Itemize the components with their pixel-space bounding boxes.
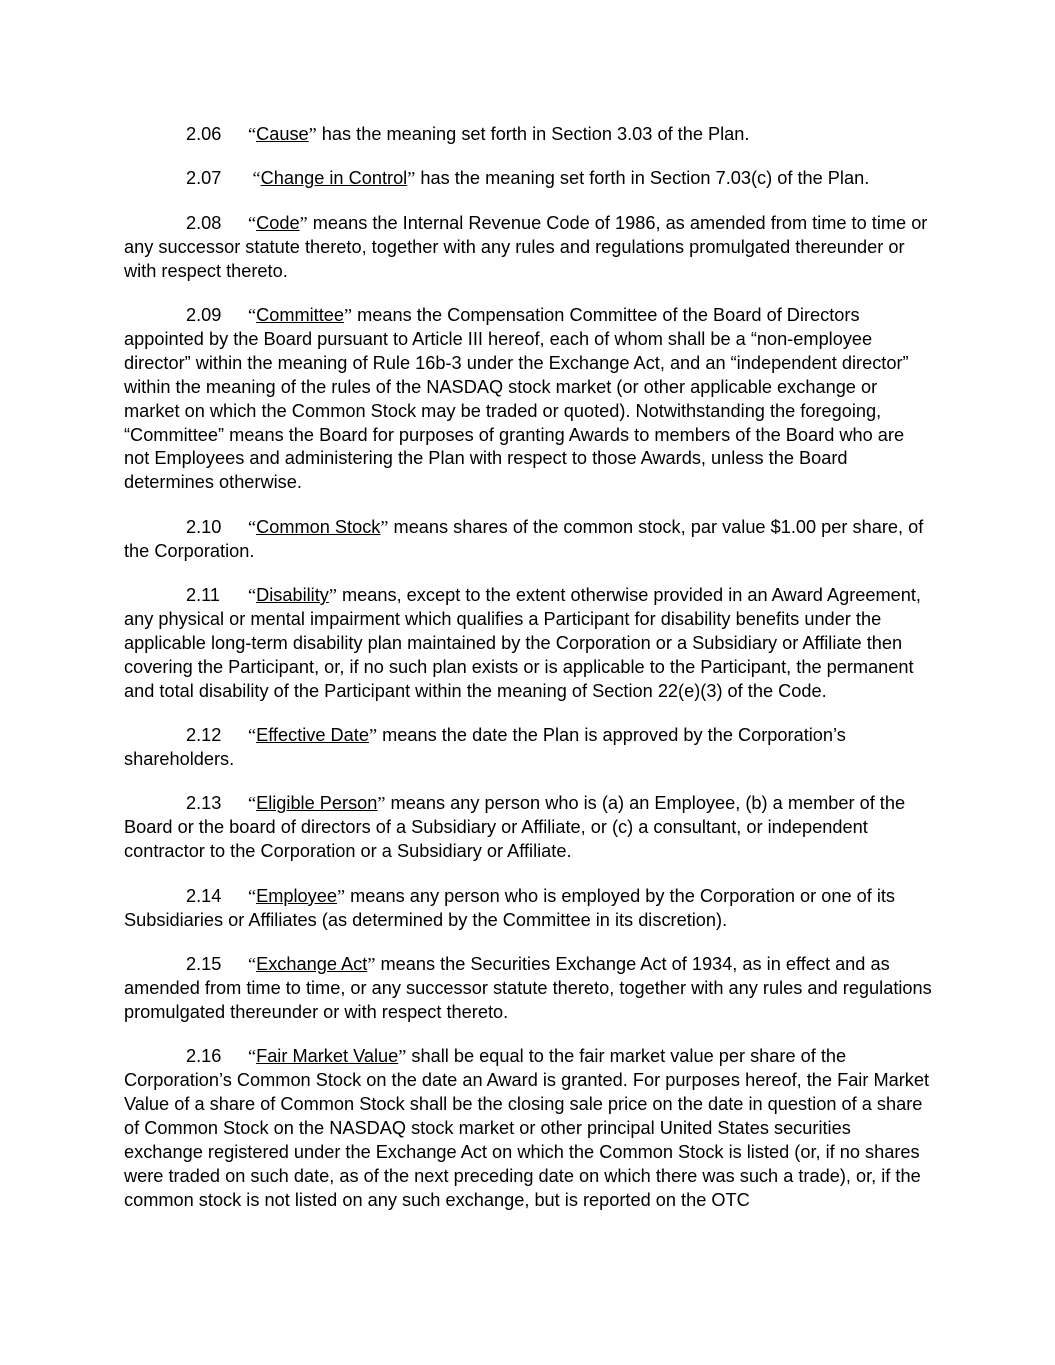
section-number: 2.13 xyxy=(186,793,222,814)
section-number: 2.16 xyxy=(186,1046,222,1067)
section-number: 2.07 xyxy=(186,168,222,189)
defined-term: Disability xyxy=(256,585,329,606)
definition-2-07: 2.07 “Change in Control” has the meaning set forth in Section 7.03(c) of the Plan. xyxy=(124,167,934,191)
defined-term: Fair Market Value xyxy=(256,1046,399,1067)
definition-text: means shares of the common stock, par value $1.00 per share, of the Corporation. xyxy=(124,516,924,561)
definition-2-08: 2.08 “Code” means the Internal Revenue Code of 1986, as amended from time to time or any successor statute thereto, together with any rules and regulations promulgated thereunder or with respect thereto. xyxy=(124,212,928,281)
definition-text: means any person who is (a) an Employee, (b) a member of the Board or the board of directors of a Subsidiary or Affiliate, or (c) a consultant, or independent contractor to the Corporation or a Subsidiary or Affiliate. xyxy=(124,793,906,862)
section-number: 2.12 xyxy=(186,725,222,746)
definition-2-12: 2.12 “Effective Date” means the date the Plan is approved by the Corporation’s shareholders. xyxy=(124,725,846,770)
section-number: 2.10 xyxy=(186,516,222,537)
defined-term: Committee xyxy=(256,305,345,326)
definitions-section xyxy=(124,123,934,1233)
defined-term: Exchange Act xyxy=(256,953,368,974)
section-number: 2.14 xyxy=(186,885,222,906)
defined-term: Effective Date xyxy=(256,725,369,746)
definition-2-09: 2.09 “Committee” means the Compensation Committee of the Board of Directors appointed by the Board pursuant to Article III hereof, each of whom shall be a “non-employee director” within the meaning of Rule 16b-3 under the Exchange Act, and an “independent director” within the meaning of the rules of the NASDAQ stock market (or other applicable exchange or market on which the Common Stock may be traded or quoted). Notwithstanding the foregoing, “Committee” means the Board for purposes of granting Awards to members of the Board who are not Employees and administering the Plan with respect to those Awards, unless the Board determines otherwise. xyxy=(124,305,909,493)
definition-2-14: 2.14 “Employee” means any person who is employed by the Corporation or one of its Subsidiaries or Affiliates (as determined by the Committee in its discretion). xyxy=(124,885,896,930)
definition-2-13: 2.13 “Eligible Person” means any person who is (a) an Employee, (b) a member of the Board or the board of directors of a Subsidiary or Affiliate, or (c) a consultant, or independent contractor to the Corporation or a Subsidiary or Affiliate. xyxy=(124,793,906,862)
definition-2-06: 2.06 “Cause” has the meaning set forth in Section 3.03 of the Plan. xyxy=(124,123,934,147)
definition-text: means any person who is employed by the Corporation or one of its Subsidiaries or Affiliates (as determined by the Committee in its discretion). xyxy=(124,885,896,930)
section-number: 2.15 xyxy=(186,953,222,974)
defined-term: Change in Control xyxy=(260,168,408,189)
section-number: 2.08 xyxy=(186,212,222,233)
defined-term: Cause xyxy=(256,124,309,144)
defined-term: Eligible Person xyxy=(256,793,378,814)
definition-text: means the Securities Exchange Act of 1934, as in effect and as amended from time to time, or any successor statute thereto, together with any rules and regulations promulgated thereunder or with respect thereto. xyxy=(124,953,932,1022)
definition-text: means the date the Plan is approved by the Corporation’s shareholders. xyxy=(124,725,846,770)
definition-text: shall be equal to the fair market value per share of the Corporation’s Common Stock on the date an Award is granted. For purposes hereof, the Fair Market Value of a share of Common Stock shall be the closing sale price on the date in question of a share of Common Stock on the NASDAQ stock market or other principal United States securities exchange registered under the Exchange Act on which the Common Stock is listed (or, if no shares were traded on such date, as of the next preceding date on which there was such a trade), or, if the common stock is not listed on any such exchange, but is reported on the OTC xyxy=(124,1046,930,1210)
definition-text: has the meaning set forth in Section 3.03 of the Plan. xyxy=(316,124,750,144)
definition-2-11: 2.11 “Disability” means, except to the extent otherwise provided in an Award Agreement, any physical or mental impairment which qualifies a Participant for disability benefits under the applicable long-term disability plan maintained by the Corporation or a Subsidiary or Affiliate then covering the Participant, or, if no such plan exists or is applicable to the Participant, the permanent and total disability of the Participant within the meaning of Section 22(e)(3) of the Code. xyxy=(124,585,921,701)
defined-term: Common Stock xyxy=(256,516,381,537)
defined-term: Employee xyxy=(256,885,337,906)
definition-2-10: 2.10 “Common Stock” means shares of the common stock, par value $1.00 per share, of the Corporation. xyxy=(124,516,924,561)
definition-2-15: 2.15 “Exchange Act” means the Securities Exchange Act of 1934, as in effect and as amended from time to time, or any successor statute thereto, together with any rules and regulations promulgated thereunder or with respect thereto. xyxy=(124,953,932,1022)
defined-term: Code xyxy=(256,212,300,233)
definition-text: means, except to the extent otherwise provided in an Award Agreement, any physical or mental impairment which qualifies a Participant for disability benefits under the applicable long-term disability plan maintained by the Corporation or a Subsidiary or Affiliate then covering the Participant, or, if no such plan exists or is applicable to the Participant, the permanent and total disability of the Participant within the meaning of Section 22(e)(3) of the Code. xyxy=(124,585,921,701)
definition-text: means the Internal Revenue Code of 1986, as amended from time to time or any successor statute thereto, together with any rules and regulations promulgated thereunder or with respect thereto. xyxy=(124,212,928,281)
section-number: 2.06 xyxy=(186,124,222,144)
section-number: 2.09 xyxy=(186,305,222,326)
definition-text: has the meaning set forth in Section 7.03(c) of the Plan. xyxy=(415,168,870,189)
section-number: 2.11 xyxy=(186,585,221,606)
definition-2-16: 2.16 “Fair Market Value” shall be equal to the fair market value per share of the Corporation’s Common Stock on the date an Award is granted. For purposes hereof, the Fair Market Value of a share of Common Stock shall be the closing sale price on the date in question of a share of Common Stock on the NASDAQ stock market or other principal United States securities exchange registered under the Exchange Act on which the Common Stock is listed (or, if no shares were traded on such date, as of the next preceding date on which there was such a trade), or, if the common stock is not listed on any such exchange, but is reported on the OTC xyxy=(124,1046,930,1210)
definition-text: means the Compensation Committee of the Board of Directors appointed by the Board pursuant to Article III hereof, each of whom shall be a “non-employee director” within the meaning of Rule 16b-3 under the Exchange Act, and an “independent director” within the meaning of the rules of the NASDAQ stock market (or other applicable exchange or market on which the Common Stock may be traded or quoted). Notwithstanding the foregoing, “Committee” means the Board for purposes of granting Awards to members of the Board who are not Employees and administering the Plan with respect to those Awards, unless the Board determines otherwise. xyxy=(124,305,909,493)
